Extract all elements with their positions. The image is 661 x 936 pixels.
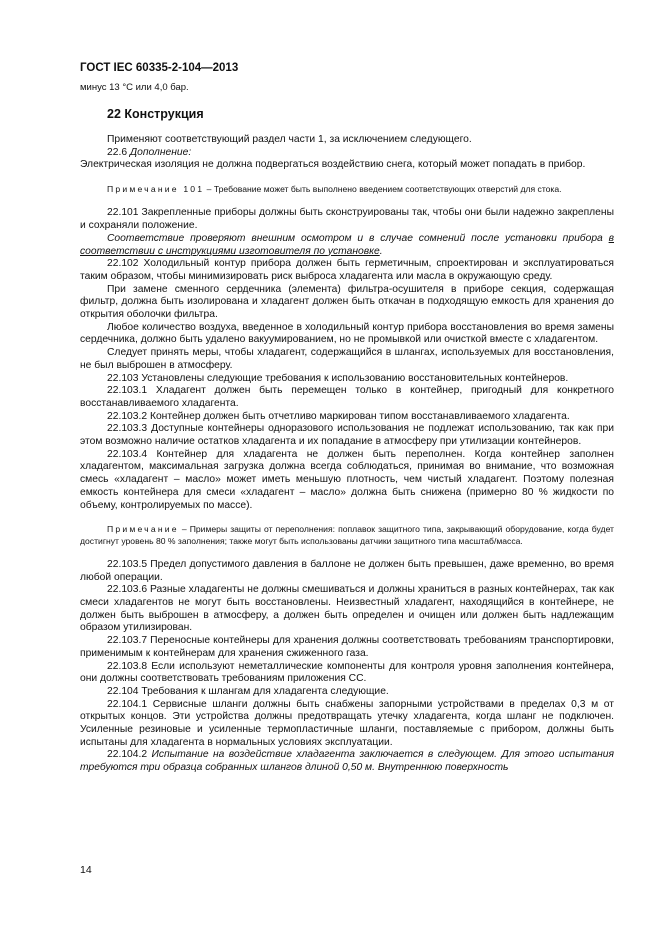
compliance-paragraph: Соответствие проверяют внешним осмотром и в случае сомнений после установки прибора в соответствии с инструкциями изготовителя по установке.	[80, 232, 614, 257]
paragraph	[80, 147, 614, 160]
paragraph: 22.103.1 Хладагент должен быть перемещен только в контейнер, пригодный для конкретного восстанавливаемого хладагента.	[80, 385, 614, 409]
paragraph: 22.101 Закрепленные приборы должны быть сконструированы так, чтобы они были надежно закреплены и сохраняли положение.	[80, 207, 614, 232]
paragraph: 22.103.2 Контейнер должен быть отчетливо маркирован типом восстанавливаемого хладагента.	[107, 410, 570, 422]
paragraph: При замене сменного сердечника (элемента) фильтра-осушителя в приборе секция, содержащая фильтр, должна быть изолирована и хладагент должен быть откачан в подходящую емкость для хранения до открытия оболочки фильтра.	[80, 283, 614, 321]
paragraph: 22.103.7 Переносные контейнеры для хранения должны соответствовать требованиям транспортировки, применимым к контейнерам для хранения сжиженного газа.	[80, 635, 614, 659]
clause-number: 22.104.2	[107, 749, 152, 761]
note-label: Примечание	[107, 524, 179, 535]
note	[80, 524, 614, 547]
clause-number: 22.6	[107, 146, 130, 158]
paragraph: 22.104.1 Сервисные шланги должны быть снабжены запорными устройствами в пределах 0,3 м от открытых концов. Эти устройства должны предотвращать утечку хладагента, когда шланг не подключен. Усиленные резиновые и усиленные термопластичные шланги, поставляемые с прибором, должны быть испытаны для хладагента в нормальных условиях эксплуатации.	[80, 698, 614, 748]
paragraph: 22.103.6 Разные хладагенты не должны смешиваться и должны храниться в разных контейнерах, так как смеси хладагентов не могут быть восстановлены. Неизвестный хладагент, находящийся в контейнере, не должен быть выброшен в атмосферу, а должен быть определен и очищен или должен быть надлежащим образом утилизирован.	[80, 584, 614, 634]
note	[80, 184, 614, 195]
section-title: 22 Конструкция	[107, 107, 204, 121]
carry-over-line: минус 13 °С или 4,0 бар.	[80, 82, 189, 93]
note-text: – Примеры защиты от переполнения: поплавок защитного типа, закрывающий оборудование, когда будет достигнут уровень 80 % заполнения; также могут быть использованы датчики защитного типа масштаб/масса.	[80, 524, 614, 546]
document-body	[80, 134, 614, 775]
note-label: Примечание 101	[107, 184, 205, 195]
paragraph: 22.103.8 Если используют неметаллические компоненты для контроля уровня заполнения контейнера, они должны соответствовать требованиям приложения СС.	[80, 660, 614, 685]
paragraph: 22.104 Требования к шлангам для хладагента следующие.	[107, 685, 389, 697]
page-number: 14	[80, 864, 92, 876]
paragraph: 22.103.3 Доступные контейнеры одноразового использования не подлежат использованию, так как при этом возможно наличие остатков хладагента и их попадание в атмосферу при утилизации контейнеров.	[80, 423, 614, 448]
note-text: – Требование может быть выполнено введением соответствующих отверстий для стока.	[204, 184, 562, 195]
paragraph: Электрическая изоляция не должна подвергаться воздействию снега, который может попадать в прибор.	[80, 159, 586, 171]
paragraph: 22.102 Холодильный контур прибора должен быть герметичным, спроектирован и эксплуатироваться таким образом, чтобы минимизировать риск выброса хладагента или масла в окружающую среду.	[80, 258, 614, 282]
paragraph: 22.103.5 Предел допустимого давления в баллоне не должен быть превышен, даже временно, во время любой операции.	[80, 558, 614, 583]
paragraph: 22.103 Установлены следующие требования к использованию восстановительных контейнеров.	[107, 372, 569, 384]
paragraph	[80, 749, 614, 774]
paragraph: 22.103.4 Контейнер для хладагента не должен быть переполнен. Когда контейнер заполнен хладагентом, максимальная загрузка должна всегда соблюдаться, принимая во внимание, что возможная смесь «хладагент – масло» может иметь меньшую плотность, чем чистый хладагент. Поэтому полезная емкость контейнера для смеси «хладагент – масло» должна быть снижена (примерно 80 % жидкости по объему, контролируемых по массе).	[80, 448, 614, 511]
paragraph: Применяют соответствующий раздел части 1, за исключением следующего.	[107, 134, 472, 145]
test-text: Испытание на воздействие хладагента заключается в следующем. Для этого испытания требуются три образца собранных шлангов длиной 0,50 м. Внутреннюю поверхность	[80, 749, 614, 774]
paragraph: Любое количество воздуха, введенное в холодильный контур прибора восстановления во время замены сердечника, должно быть удалено вакуумированием, но не промывкой или очисткой вместе с хладагентом.	[80, 321, 614, 346]
standard-header: ГОСТ IEC 60335-2-104—2013	[80, 62, 239, 74]
paragraph: Следует принять меры, чтобы хладагент, содержащийся в шлангах, используемых для восстановления, не был выброшен в атмосферу.	[80, 347, 614, 371]
clause-modifier: Дополнение:	[129, 146, 192, 158]
